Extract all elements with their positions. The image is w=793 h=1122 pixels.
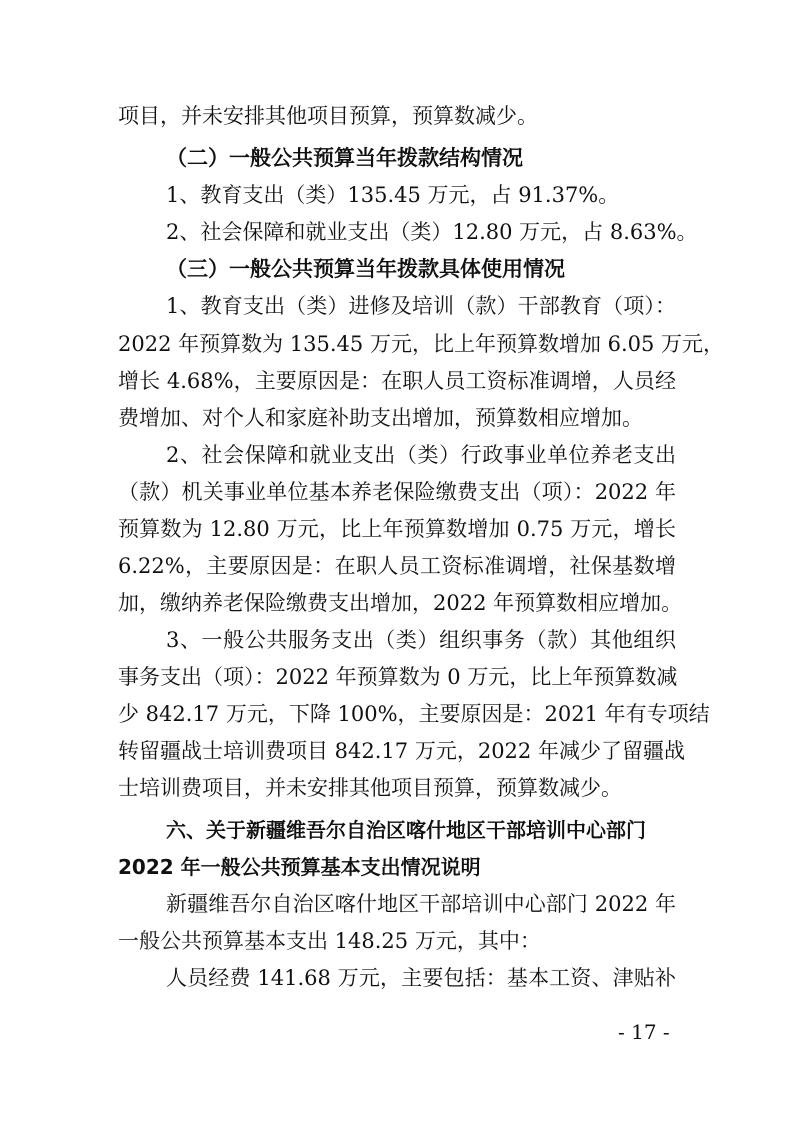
paragraph-line: 1、教育支出（类）135.45 万元，占 91.37%。: [166, 183, 620, 207]
paragraph-line: 事务支出（项）：2022 年预算数为 0 万元，比上年预算数减: [118, 665, 678, 689]
section-heading: （二）一般公共预算当年拨款结构情况: [166, 145, 523, 170]
paragraph-line: 2、社会保障和就业支出（类）行政事业单位养老支出: [166, 443, 676, 467]
paragraph-line: 一般公共预算基本支出 148.25 万元，其中：: [118, 929, 541, 953]
chapter-heading: 2022 年一般公共预算基本支出情况说明: [118, 855, 481, 879]
paragraph-line: 人员经费 141.68 万元，主要包括：基本工资、津贴补: [166, 966, 676, 990]
paragraph-line: 费增加、对个人和家庭补助支出增加，预算数相应增加。: [118, 406, 643, 430]
paragraph-line: （款）机关事业单位基本养老保险缴费支出（项）：2022 年: [118, 480, 676, 504]
paragraph-line: 1、教育支出（类）进修及培训（款）干部教育（项）：: [166, 294, 676, 318]
page-number: - 17 -: [618, 1020, 670, 1044]
paragraph-line: 6.22%，主要原因是：在职人员工资标准调增，社保基数增: [118, 554, 676, 578]
chapter-heading: 六、关于新疆维吾尔自治区喀什地区干部培训中心部门: [166, 818, 646, 842]
paragraph-line: 3、一般公共服务支出（类）组织事务（款）其他组织: [166, 628, 676, 652]
paragraph-line: 项目，并未安排其他项目预算，预算数减少。: [118, 104, 538, 128]
paragraph-line: 2、社会保障和就业支出（类）12.80 万元，占 8.63%。: [166, 220, 698, 244]
paragraph-line: 2022 年预算数为 135.45 万元，比上年预算数增加 6.05 万元，: [118, 332, 725, 356]
paragraph-line: 新疆维吾尔自治区喀什地区干部培训中心部门 2022 年: [166, 892, 676, 916]
paragraph-line: 士培训费项目，并未安排其他项目预算，预算数减少。: [118, 776, 622, 800]
section-heading: （三）一般公共预算当年拨款具体使用情况: [166, 256, 565, 281]
paragraph-line: 加，缴纳养老保险缴费支出增加，2022 年预算数相应增加。: [118, 591, 683, 615]
paragraph-line: 转留疆战士培训费项目 842.17 万元，2022 年减少了留疆战: [118, 739, 685, 763]
paragraph-line: 预算数为 12.80 万元，比上年预算数增加 0.75 万元，增长: [118, 517, 676, 541]
paragraph-line: 少 842.17 万元，下降 100%，主要原因是：2021 年有专项结: [118, 702, 710, 726]
paragraph-line: 增长 4.68%，主要原因是：在职人员工资标准调增，人员经: [118, 369, 676, 393]
